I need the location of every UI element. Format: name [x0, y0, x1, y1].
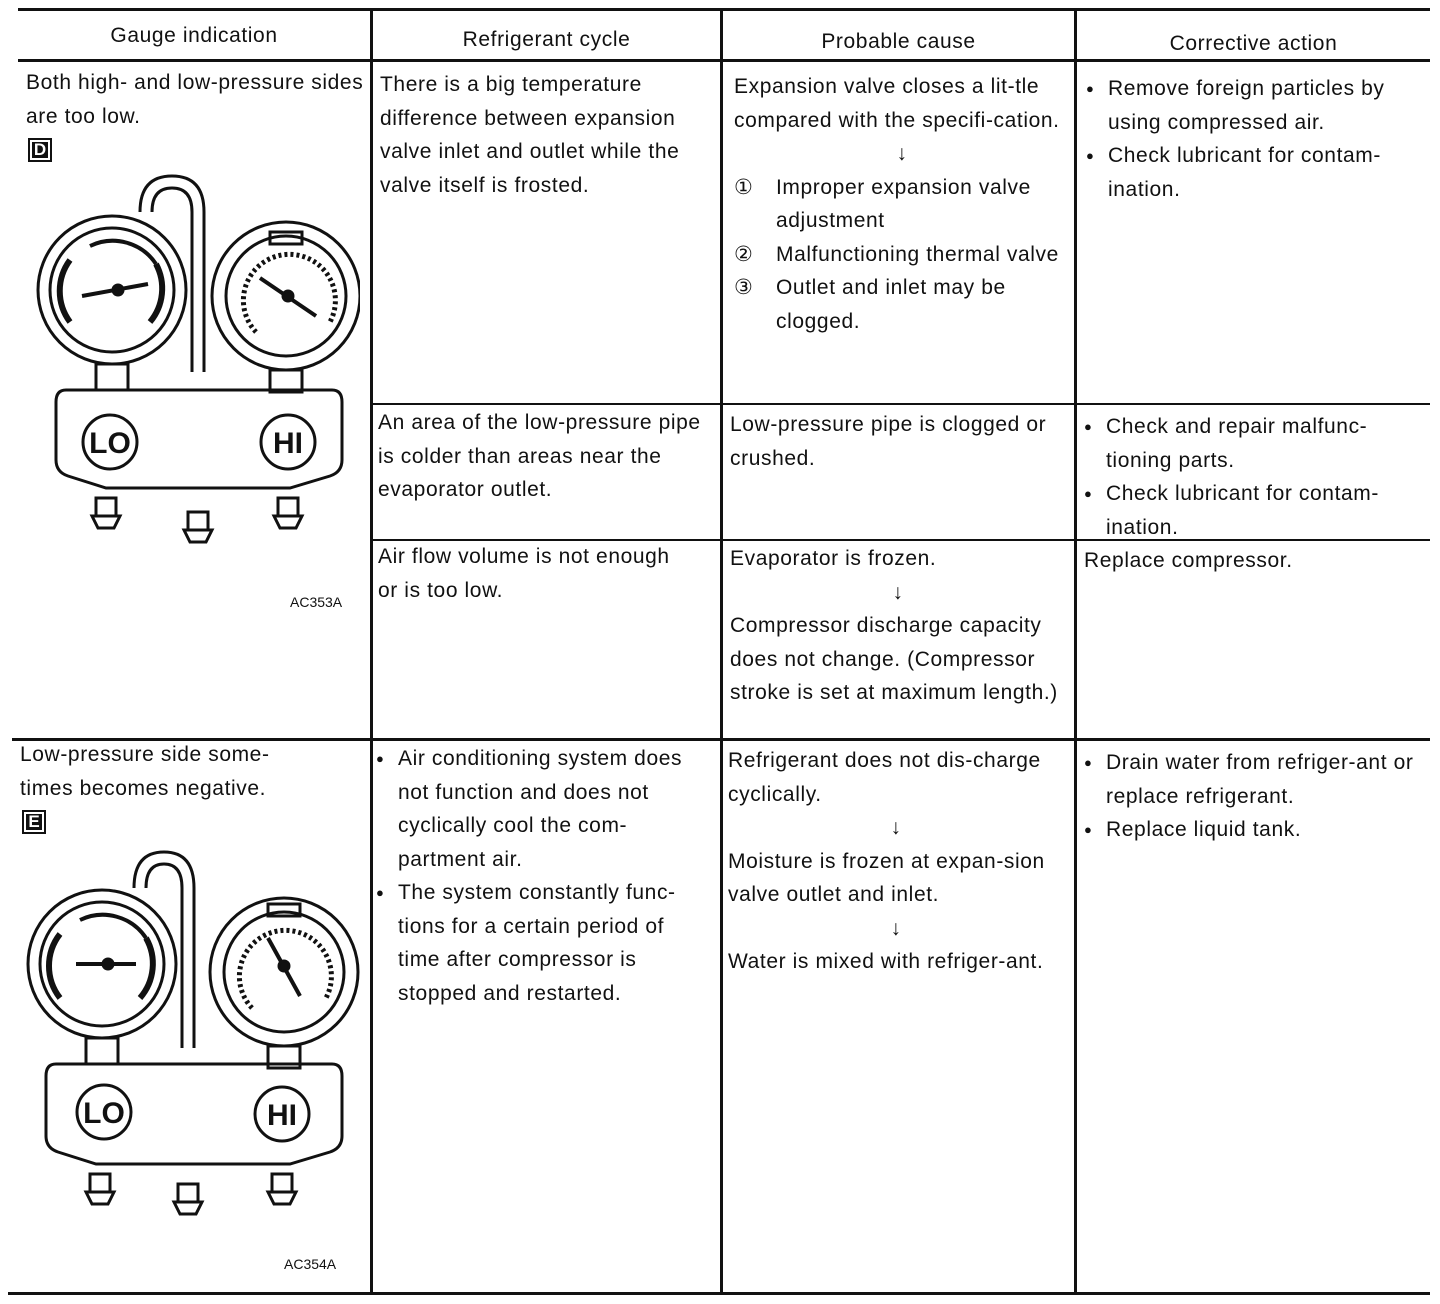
col-divider-1 — [370, 10, 373, 1294]
pressure-gauge-set-icon — [30, 172, 360, 552]
badge-e: E — [22, 810, 46, 834]
badge-d: D — [28, 138, 52, 162]
cause-d-row1-intro: Expansion valve closes a lit-tle compared with the specifi-cation. — [734, 75, 1060, 132]
col-divider-2 — [720, 10, 723, 1294]
gauge-text-e: Low-pressure side some-times becomes negative. — [20, 743, 270, 800]
header-probable-cause: Probable cause — [821, 30, 976, 53]
action-d-row3: Replace compressor. — [1084, 549, 1293, 572]
list-item: ● Replace liquid tank. — [1084, 813, 1424, 847]
cycle-d-row3: Air flow volume is not enough or is too low. — [378, 545, 670, 602]
row-divider-d1 — [370, 403, 1430, 405]
hi-label-d: HI — [273, 427, 303, 460]
cause-d-row3-2: Compressor discharge capacity does not change. (Compressor stroke is set at maximum length.) — [730, 614, 1058, 704]
cause-e-3: Water is mixed with refriger-ant. — [728, 950, 1044, 973]
cause-d-row3 — [730, 542, 1066, 710]
list-item: ● Check lubricant for contam-ination. — [1084, 477, 1424, 544]
action-d-row1 — [1086, 72, 1426, 206]
action-d-row2 — [1084, 410, 1424, 544]
cause-d-row1 — [734, 70, 1070, 338]
gauge-text-d: Both high- and low-pressure sides are too low. — [26, 71, 364, 128]
list-item: ② Malfunctioning thermal valve — [734, 242, 1059, 266]
list-item: ● Remove foreign particles by using compressed air. — [1086, 72, 1426, 139]
hi-label-e: HI — [267, 1099, 297, 1132]
header-refrigerant-cycle: Refrigerant cycle — [462, 28, 631, 51]
down-arrow-icon: ↓ — [890, 916, 902, 940]
list-item: ③ Outlet and inlet may be clogged. — [734, 276, 1006, 333]
list-item: ● Check and repair malfunc-tioning parts. — [1084, 410, 1424, 477]
lo-label-e: LO — [83, 1097, 125, 1130]
figure-code-e: AC354A — [284, 1256, 337, 1272]
cause-d-row1-list — [734, 171, 1070, 339]
down-arrow-icon: ↓ — [890, 816, 902, 839]
cycle-d-row2: An area of the low-pressure pipe is colder than areas near the evaporator outlet. — [378, 411, 701, 501]
cause-e-1: Refrigerant does not dis-charge cyclically. — [728, 749, 1041, 806]
down-arrow-icon: ↓ — [892, 580, 904, 604]
list-item: ● Drain water from refriger-ant or replace refrigerant. — [1084, 746, 1424, 813]
action-e — [1084, 746, 1424, 847]
header-bottom-rule — [18, 59, 1430, 62]
pressure-gauge-set-icon — [20, 848, 360, 1218]
lo-label-d: LO — [89, 427, 131, 460]
figure-code-d: AC353A — [290, 594, 343, 610]
cause-e — [728, 744, 1064, 979]
list-item: ● The system constantly func-tions for a certain period of time after compressor is stopped and restarted. — [376, 876, 710, 1010]
header-gauge-indication: Gauge indication — [110, 24, 278, 47]
down-arrow-icon: ↓ — [896, 142, 908, 165]
cycle-e — [376, 742, 710, 1010]
table-top-rule — [18, 8, 1430, 11]
list-item: ● Check lubricant for contam-ination. — [1086, 139, 1426, 206]
list-item: ● Air conditioning system does not function and does not cyclically cool the com-partment air. — [376, 742, 710, 876]
cause-e-2: Moisture is frozen at expan-sion valve outlet and inlet. — [728, 849, 1045, 906]
cause-d-row3-1: Evaporator is frozen. — [730, 547, 937, 570]
col-divider-3 — [1074, 10, 1077, 1294]
table-bottom-rule — [8, 1292, 1430, 1295]
list-item: ① Improper expansion valve adjustment — [734, 175, 1031, 232]
cycle-d-row1: There is a big temperature difference between expansion valve inlet and outlet while the valve itself is frosted. — [380, 73, 680, 197]
cause-d-row2: Low-pressure pipe is clogged or crushed. — [730, 413, 1047, 470]
header-corrective-action: Corrective action — [1169, 32, 1338, 55]
